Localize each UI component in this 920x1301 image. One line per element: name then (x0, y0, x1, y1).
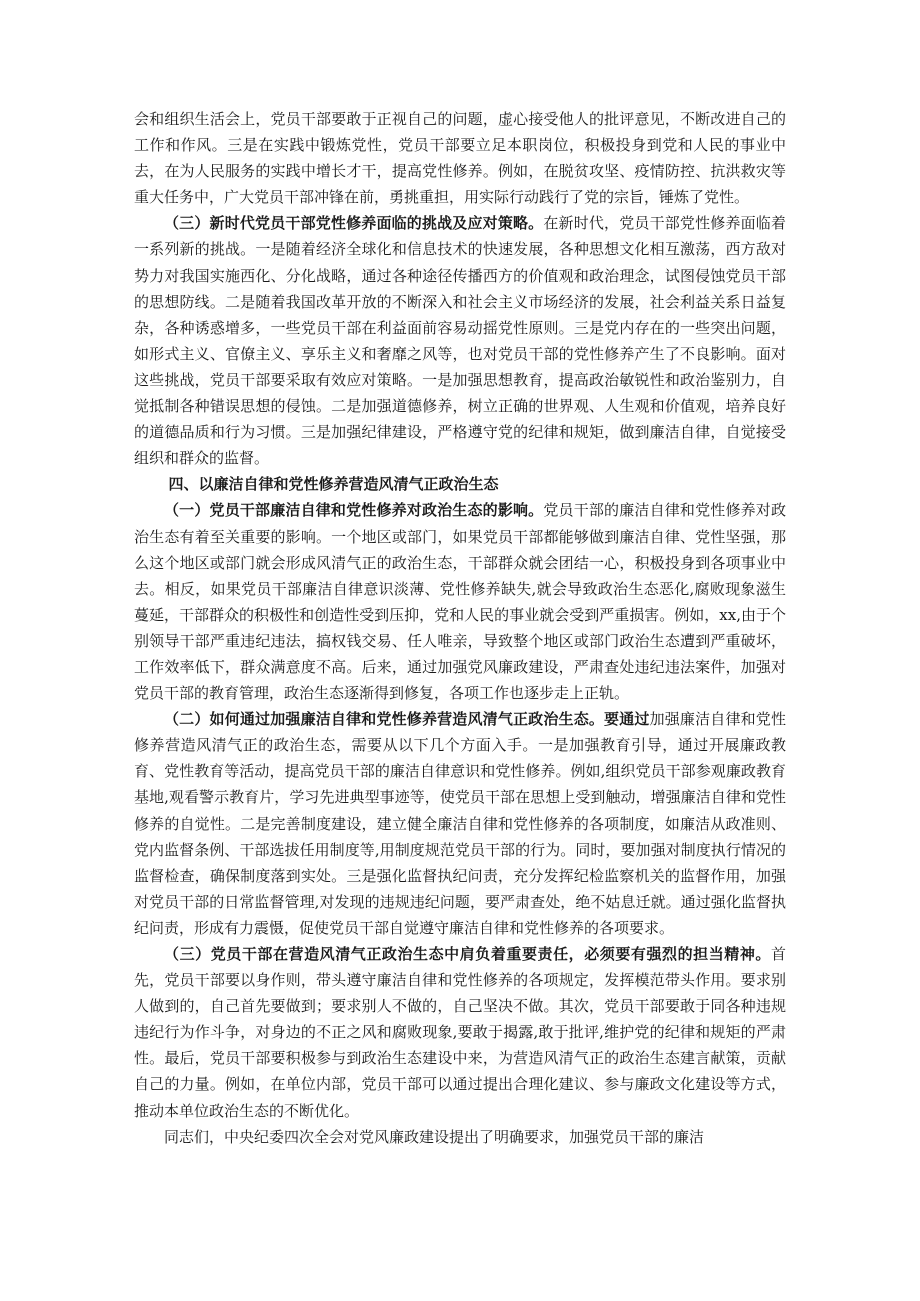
section-heading-four: 四、以廉洁自律和党性修养营造风清气正政治生态 (168, 475, 499, 494)
paragraph-text: 加强廉洁自律和党性修养营造风清气正的政治生态，需要从以下几个方面入手。一是加强教育引导，通过开展廉政教育、党性教育等活动，提高党员干部的廉洁自律意识和党性修养。例如,组织党员干部参观廉政教育基地,观看警示教育片，学习先进典型事迹等，使党员干部在思想上受到触动，增强廉洁自律和党性修养的自觉性。二是完善制度建设，建立健全廉洁自律和党性修养的各项制度，如廉洁从政准则、党内监督条例、干部选拔任用制度等,用制度规范党员干部的行为。同时，要加强对制度执行情况的监督检查，确保制度落到实处。三是强化监督执纪问责，充分发挥纪检监察机关的监督作用，加强对党员干部的日常监督管理,对发现的违规违纪问题，要严肃查处，绝不姑息迁就。通过强化监督执纪问责，形成有力震慑，促使党员干部自觉遵守廉洁自律和党性修养的各项要求。 (134, 710, 786, 937)
paragraph-responsibility (134, 941, 786, 1124)
paragraph-text: 党员干部的廉洁自律和党性修养对政治生态有着至关重要的影响。一个地区或部门，如果党员干部都能够做到廉洁自律、党性坚强，那么这个地区或部门就会形成风清气正的政治生态，干部群众就会团结一心，积极投身到各项事业中去。相反，如果党员干部廉洁自律意识淡薄、党性修养缺失,就会导致政治生态恶化,腐败现象滋生蔓延，干部群众的积极性和创造性受到压抑，党和人民的事业就会受到严重损害。例如，xx,由于个别领导干部严重违纪违法，搞权钱交易、任人唯亲，导致整个地区或部门政治生态遭到严重破坏，工作效率低下，群众满意度不高。后来，通过加强党风廉政建设，严肃查处违纪违法案件，加强对党员干部的教育管理，政治生态逐渐得到修复，各项工作也逐步走上正轨。 (134, 501, 786, 703)
document-page (134, 106, 786, 1150)
section-lead-heading: （三）党员干部在营造风清气正政治生态中肩负着重要责任，必须要有强烈的担当精神。 (164, 945, 771, 963)
paragraph-how-to-build-ecology (134, 706, 786, 941)
paragraph-text: 会和组织生活会上，党员干部要敢于正视自己的问题，虚心接受他人的批评意见，不断改进自己的工作和作风。三是在实践中锻炼党性，党员干部要立足本职岗位，积极投身到党和人民的事业中去，在为人民服务的实践中增长才干，提高党性修养。例如，在脱贫攻坚、疫情防控、抗洪救灾等重大任务中，广大党员干部冲锋在前，勇挑重担，用实际行动践行了党的宗旨，锤炼了党性。 (134, 110, 786, 207)
section-lead-heading: （三）新时代党员干部党性修养面临的挑战及应对策略。 (164, 214, 544, 233)
section-lead-heading: （二）如何通过加强廉洁自律和党性修养营造风清气正政治生态。要通过 (164, 710, 650, 729)
paragraph-practice-party-spirit (134, 106, 786, 210)
paragraph-political-ecology-impact (134, 497, 786, 706)
paragraph-text: 在新时代，党员干部党性修养面临着一系列新的挑战。一是随着经济全球化和信息技术的快速发展，各种思想文化相互激荡，西方敌对势力对我国实施西化、分化战略，通过各种途径传播西方的价值观和政治理念，试图侵蚀党员干部的思想防线。二是随着我国改革开放的不断深入和社会主义市场经济的发展，社会利益关系日益复杂，各种诱惑增多，一些党员干部在利益面前容易动摇党性原则。三是党内存在的一些突出问题，如形式主义、官僚主义、享乐主义和奢靡之风等，也对党员干部的党性修养产生了不良影响。面对这些挑战，党员干部要采取有效应对策略。一是加强思想教育，提高政治敏锐性和政治鉴别力，自觉抵制各种错误思想的侵蚀。二是加强道德修养，树立正确的世界观、人生观和价值观，培养良好的道德品质和行为习惯。三是加强纪律建设，严格遵守党的纪律和规矩，做到廉洁自律，自觉接受组织和群众的监督。 (134, 214, 786, 468)
paragraph-text: 同志们，中央纪委四次全会对党风廉政建设提出了明确要求，加强党员干部的廉洁 (164, 1127, 705, 1146)
paragraph-text: 首先，党员干部要以身作则，带头遵守廉洁自律和党性修养的各项规定，发挥模范带头作用。要求别人做到的，自己首先要做到；要求别人不做的，自己坚决不做。其次，党员干部要敢于同各种违规违纪行为作斗争，对身边的不正之风和腐败现象,要敢于揭露,敢于批评,维护党的纪律和规矩的严肃性。最后，党员干部要积极参与到政治生态建设中来，为营造风清气正的政治生态建言献策，贡献自己的力量。例如，在单位内部，党员干部可以通过提出合理化建议、参与廉政文化建设等方式，推动本单位政治生态的不断优化。 (134, 945, 786, 1120)
paragraph-new-era-challenges (134, 210, 786, 471)
section-lead-heading: （一）党员干部廉洁自律和党性修养对政治生态的影响。 (164, 501, 544, 520)
paragraph-closing (134, 1124, 786, 1150)
